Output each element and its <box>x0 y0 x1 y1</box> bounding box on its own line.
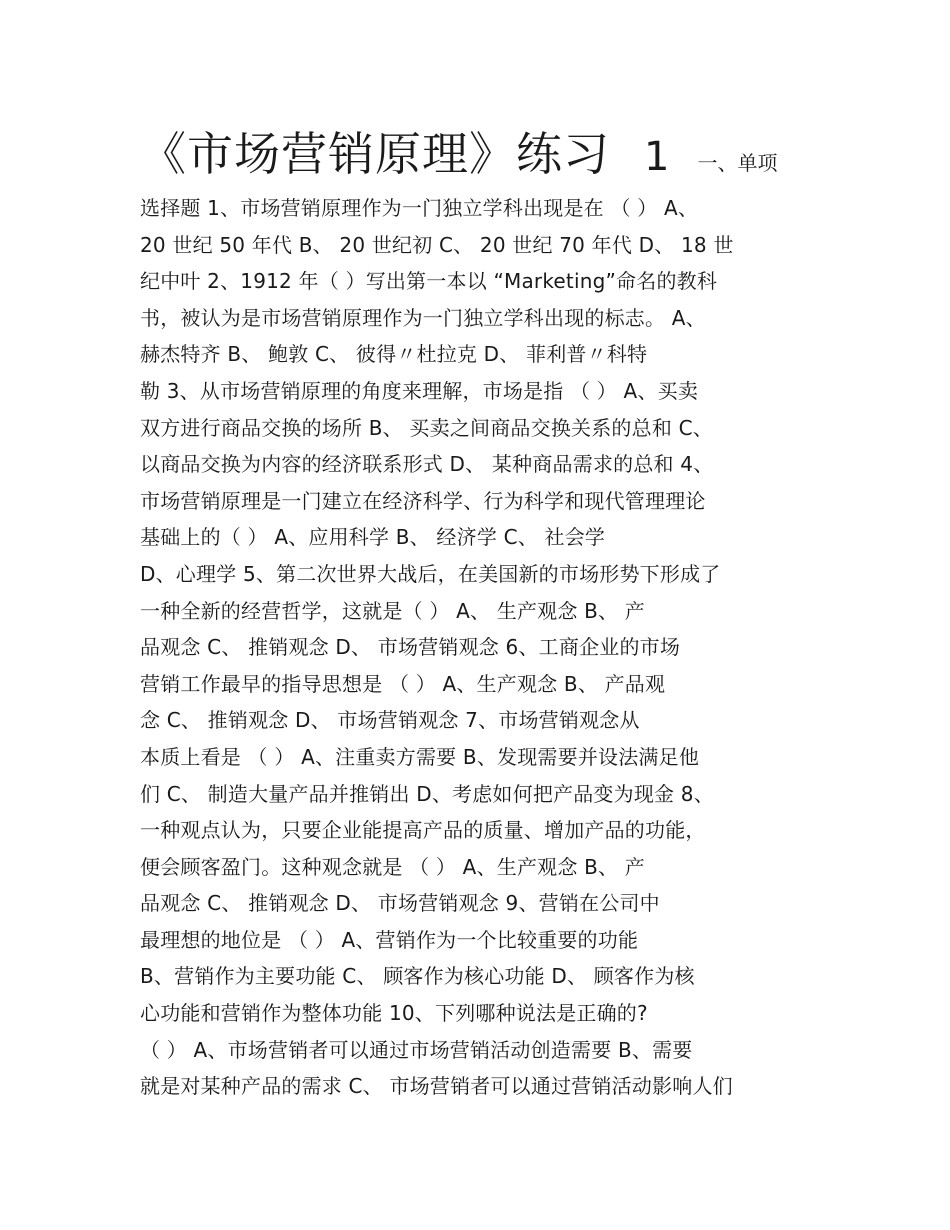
text-line: 本质上看是 （ ） A、注重卖方需要 B、发现需要并设法满足他 <box>140 744 700 769</box>
document-title-number: 1 <box>644 134 670 180</box>
text-line: 书，被认为是市场营销原理作为一门独立学科出现的标志。 A、 <box>140 305 706 330</box>
text-line: D、心理学 5、第二次世界大战后，在美国新的市场形势下形成了 <box>140 561 721 586</box>
text-line: 便会顾客盈门。这种观念就是 （ ） A、生产观念 B、 产 <box>140 854 645 879</box>
text-line: 最理想的地位是 （ ） A、营销作为一个比较重要的功能 <box>140 927 639 952</box>
text-line: 营销工作最早的指导思想是 （ ） A、生产观念 B、 产品观 <box>140 671 666 696</box>
text-line: 品观念 C、 推销观念 D、 市场营销观念 9、营销在公司中 <box>140 891 660 916</box>
text-line: 勒 3、从市场营销原理的角度来理解，市场是指 （ ） A、买卖 <box>140 378 699 403</box>
text-line: 市场营销原理是一门建立在经济科学、行为科学和现代管理理论 <box>140 488 706 513</box>
document-body <box>140 190 820 1105</box>
text-line: 一种全新的经营哲学，这就是（ ） A、 生产观念 B、 产 <box>140 598 645 623</box>
text-line: B、营销作为主要功能 C、 顾客作为核心功能 D、 顾客作为核 <box>140 964 695 989</box>
text-line: 基础上的（ ） A、应用科学 B、 经济学 C、 社会学 <box>140 525 606 550</box>
text-line: 以商品交换为内容的经济联系形式 D、 某种商品需求的总和 4、 <box>140 452 714 477</box>
text-line: 念 C、 推销观念 D、 市场营销观念 7、市场营销观念从 <box>140 708 640 733</box>
text-line: （ ） A、市场营销者可以通过市场营销活动创造需要 B、需要 <box>140 1037 693 1062</box>
text-line: 心功能和营销作为整体功能 10、下列哪种说法是正确的? <box>140 1001 648 1026</box>
title-line <box>140 118 820 190</box>
text-line: 品观念 C、 推销观念 D、 市场营销观念 6、工商企业的市场 <box>140 635 681 660</box>
text-line: 20 世纪 50 年代 B、 20 世纪初 C、 20 世纪 70 年代 D、 18 世 <box>140 232 734 257</box>
section-heading-start: 一、单项 <box>697 151 778 175</box>
text-line: 双方进行商品交换的场所 B、 买卖之间商品交换关系的总和 C、 <box>140 415 713 440</box>
text-line: 赫杰特齐 B、 鲍敦 C、 彼得〃杜拉克 D、 菲利普〃科特 <box>140 342 648 367</box>
text-line: 选择题 1、市场营销原理作为一门独立学科出现是在 （ ） A、 <box>140 196 699 220</box>
text-line: 们 C、 制造大量产品并推销出 D、考虑如何把产品变为现金 8、 <box>140 781 714 806</box>
text-line: 就是对某种产品的需求 C、 市场营销者可以通过营销活动影响人们 <box>140 1074 733 1099</box>
text-line: 一种观点认为，只要企业能提高产品的质量、增加产品的功能， <box>140 818 706 843</box>
text-line: 纪中叶 2、1912 年（ ）写出第一本以 “Marketing”命名的教科 <box>140 269 718 294</box>
document-title: 《市场营销原理》练习 <box>140 127 610 181</box>
